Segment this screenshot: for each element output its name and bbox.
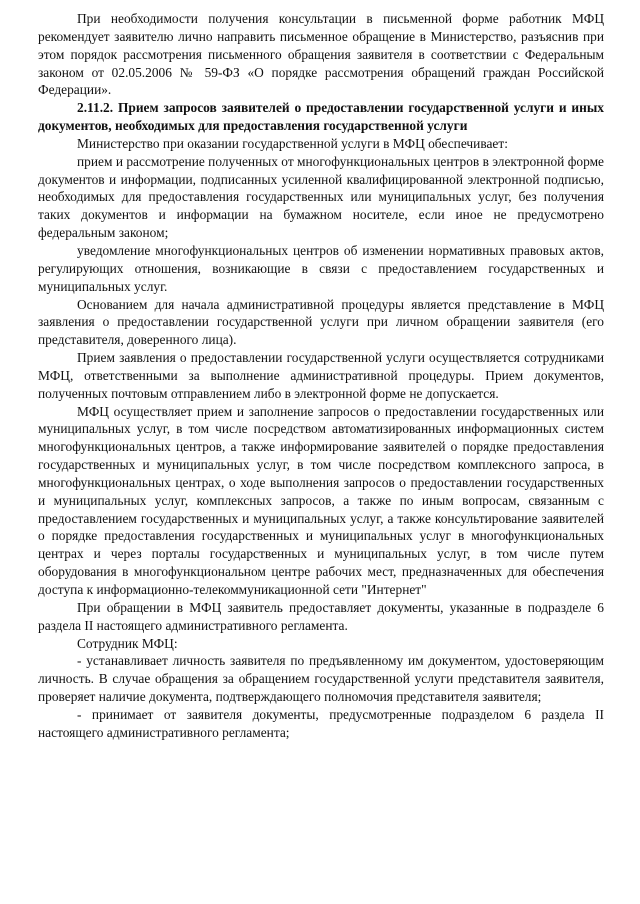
paragraph-application-reception: Прием заявления о предоставлении государственной услуги осуществляется сотрудниками МФЦ, ответственными за выполнение административной процедуры. Прием документов, полученных почтовым отправлением либо в электронной форме не допускается. xyxy=(38,350,604,401)
paragraph-reception-review: прием и рассмотрение полученных от многофункциональных центров в электронной форме документов и информации, подписанных усиленной квалифицированной электронной подписью, необходимых для предоставления государственных или муниципальных услуг, без получения таких документов и информации на бумажном носителе, если иное не предусмотрено федеральным законом; xyxy=(38,153,604,241)
paragraph-documents-submission: При обращении в МФЦ заявитель предоставляет документы, указанные в подразделе 6 раздела II настоящего административного регламента. xyxy=(38,599,604,633)
paragraph-consultation: При необходимости получения консультации в письменной форме работник МФЦ рекомендует заявителю лично направить письменное обращение в Министерство, разъяснив при этом порядок рассмотрения письменного обращения заявителя в соответствии с Федеральным законом от 02.05.2006 № 59-ФЗ «О порядке рассмотрения обращений граждан Российской Федерации». xyxy=(38,11,604,98)
section-heading-2-11-2: 2.11.2. Прием запросов заявителей о предоставлении государственной услуги и иных документов, необходимых для предоставления государственной услуги xyxy=(38,100,604,134)
paragraph-notification: уведомление многофункциональных центров об изменении нормативных правовых актов, регулирующих отношения, возникающие в связи с предоставлением государственных и муниципальных услуг. xyxy=(38,242,604,294)
paragraph-ministry-provides: Министерство при оказании государственной услуги в МФЦ обеспечивает: xyxy=(77,135,508,151)
paragraph-basis: Основанием для начала административной процедуры является представление в МФЦ заявления о предоставлении государственной услуги при личном обращении заявителя (его представителя, доверенного лица). xyxy=(38,296,604,348)
paragraph-mfc-employee: Сотрудник МФЦ: xyxy=(77,635,178,651)
paragraph-mfc-functions: МФЦ осуществляет прием и заполнение запросов о предоставлении государственных или муниципальных услуг, в том числе посредством автоматизированных информационных систем многофункциональных центров, а также информирование заявителей о порядке предоставления государственных и муниципальных услуг, в том числе посредством комплексного запроса, в многофункциональных центрах, о ходе выполнения запросов о предоставлении государственных и муниципальных услуг, комплексных запросов, а также по иным вопросам, связанным с предоставлением государственных и муниципальных услуг, а также консультирование заявителей о порядке предоставления государственных и муниципальных услуг в многофункциональных центрах и через порталы государственных и муниципальных услуг, в том числе путем оборудования в многофункциональном центре рабочих мест, предназначенных для обеспечения доступа к информационно-телекоммуникационной сети "Интернет" xyxy=(38,403,604,597)
paragraph-identity-check: - устанавливает личность заявителя по предъявленному им документом, удостоверяющим личность. В случае обращения за обращением государственной услуги представителя заявителя, проверяет наличие документа, подтверждающего полномочия представителя заявителя; xyxy=(38,653,604,705)
paragraph-accept-documents: - принимает от заявителя документы, предусмотренные подразделом 6 раздела II настоящего административного регламента; xyxy=(38,706,604,740)
